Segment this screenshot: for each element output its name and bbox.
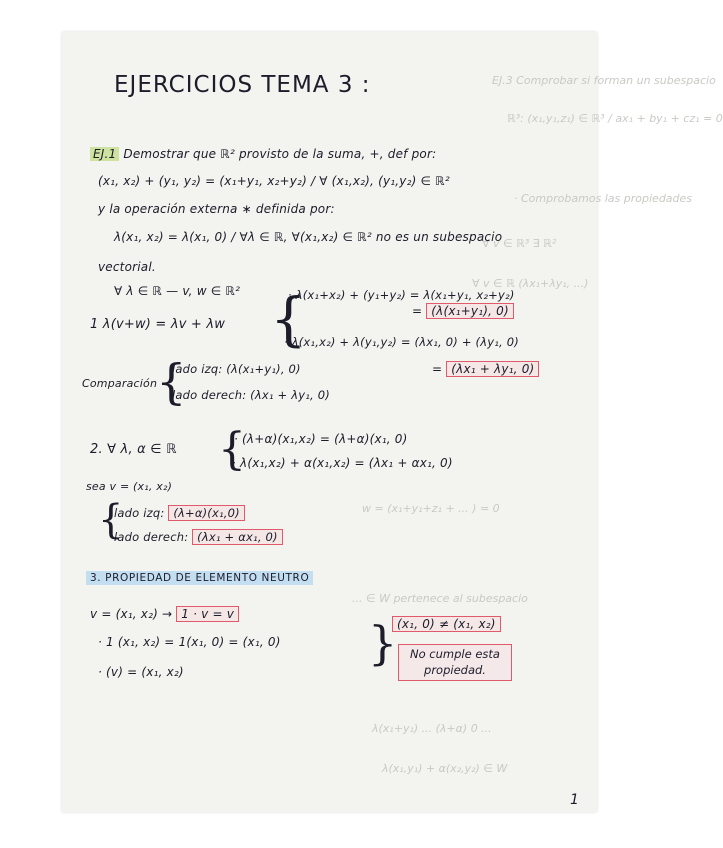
- exercise-statement-line: vectorial.: [98, 260, 156, 274]
- property-3-heading: 3. PROPIEDAD DE ELEMENTO NEUTRO: [86, 572, 313, 584]
- property-1-label: 1 λ(v+w) = λv + λw: [90, 317, 226, 332]
- bleed-through-text: λ(x₁,y₁) + α(x₂,y₂) ∈ W: [382, 762, 508, 775]
- exercise-label: EJ.1: [90, 147, 119, 161]
- bleed-through-text: ∀ v ∈ ℝ³ ∃ ℝ²: [482, 237, 557, 250]
- curly-brace: }: [368, 616, 398, 670]
- property-3-line-a: · 1 (x₁, x₂) = 1(x₁, 0) = (x₁, 0): [98, 635, 281, 649]
- result-box: 1 · v = v: [176, 606, 239, 622]
- result-box: (x₁, 0) ≠ (x₁, x₂): [392, 616, 501, 632]
- comparison-left: lado izq: (λ(x₁+y₁), 0): [172, 362, 301, 376]
- property-1-line-c: · λ(x₁,x₂) + λ(y₁,y₂) = (λx₁, 0) + (λy₁, 0): [284, 335, 519, 349]
- property-3-line-b: · (v) = (x₁, x₂): [98, 665, 184, 679]
- bleed-through-text: ∀ v ∈ ℝ (λx₁+λy₁, ...): [472, 277, 589, 290]
- property-2-line-b: · λ(x₁,x₂) + α(x₁,x₂) = (λx₁ + αx₁, 0): [232, 456, 453, 470]
- bleed-through-text: ℝ³: (x₁,y₁,z₁) ∈ ℝ³ / ax₁ + by₁ + cz₁ = 0: [507, 112, 723, 125]
- exercise-statement-line: y la operación externa ∗ definida por:: [98, 202, 335, 216]
- property-2-left: lado izq: (λ+α)(x₁,0): [114, 506, 245, 520]
- let-definition: sea v = (x₁, x₂): [86, 480, 173, 493]
- property-3-result: [392, 617, 501, 631]
- conclusion-note: No cumple esta propiedad.: [398, 644, 512, 681]
- property-3-definition: v = (x₁, x₂) → 1 · v = v: [90, 607, 239, 621]
- exercise-statement-line: [90, 147, 436, 161]
- notebook-page: [62, 32, 723, 812]
- bleed-through-text: λ(x₁+y₁) ... (λ+α) 0 ...: [372, 722, 492, 735]
- bleed-through-text: · Comprobamos las propiedades: [514, 192, 693, 205]
- page-number: 1: [570, 792, 580, 808]
- property-1-line-a: · λ(x₁+x₂) + (y₁+y₂) = λ(x₁+y₁, x₂+y₂): [288, 288, 515, 302]
- property-2-line-a: · (λ+α)(x₁,x₂) = (λ+α)(x₁, 0): [234, 432, 408, 446]
- property-1-line-b: = (λ(x₁+y₁), 0): [412, 304, 514, 318]
- property-1-line-d: = (λx₁ + λy₁, 0): [432, 362, 539, 376]
- exercise-statement-line: λ(x₁, x₂) = λ(x₁, 0) / ∀λ ∈ ℝ, ∀(x₁,x₂) ∈ ℝ² no es un subespacio: [114, 230, 503, 244]
- result-box: (λ+α)(x₁,0): [168, 505, 245, 521]
- curly-brace: {: [156, 354, 187, 410]
- bleed-through-text: ... ∈ W pertenece al subespacio: [352, 592, 528, 605]
- property-2-label: 2. ∀ λ, α ∈ ℝ: [90, 442, 177, 457]
- bleed-through-text: EJ.3 Comprobar si forman un subespacio: [492, 74, 716, 87]
- page-title: EJERCICIOS TEMA 3 :: [114, 72, 371, 98]
- curly-brace: {: [218, 424, 246, 475]
- comparison-label: Comparación: [82, 377, 158, 390]
- quantifier-line: ∀ λ ∈ ℝ — v, w ∈ ℝ²: [114, 284, 241, 298]
- comparison-right: lado derech: (λx₁ + λy₁, 0): [172, 388, 330, 402]
- result-box: (λx₁ + αx₁, 0): [192, 529, 283, 545]
- exercise-statement-line: (x₁, x₂) + (y₁, y₂) = (x₁+y₁, x₂+y₂) / ∀ (x₁,x₂), (y₁,y₂) ∈ ℝ²: [98, 174, 450, 188]
- property-2-right: lado derech: (λx₁ + αx₁, 0): [114, 530, 283, 544]
- curly-brace: {: [98, 497, 124, 543]
- exercise-text: Demostrar que ℝ² provisto de la suma, +, def por:: [123, 147, 437, 161]
- result-box: (λx₁ + λy₁, 0): [446, 361, 539, 377]
- curly-brace: {: [270, 285, 307, 353]
- bleed-through-text: w = (x₁+y₁+z₁ + ... ) = 0: [362, 502, 500, 515]
- result-box: (λ(x₁+y₁), 0): [426, 303, 514, 319]
